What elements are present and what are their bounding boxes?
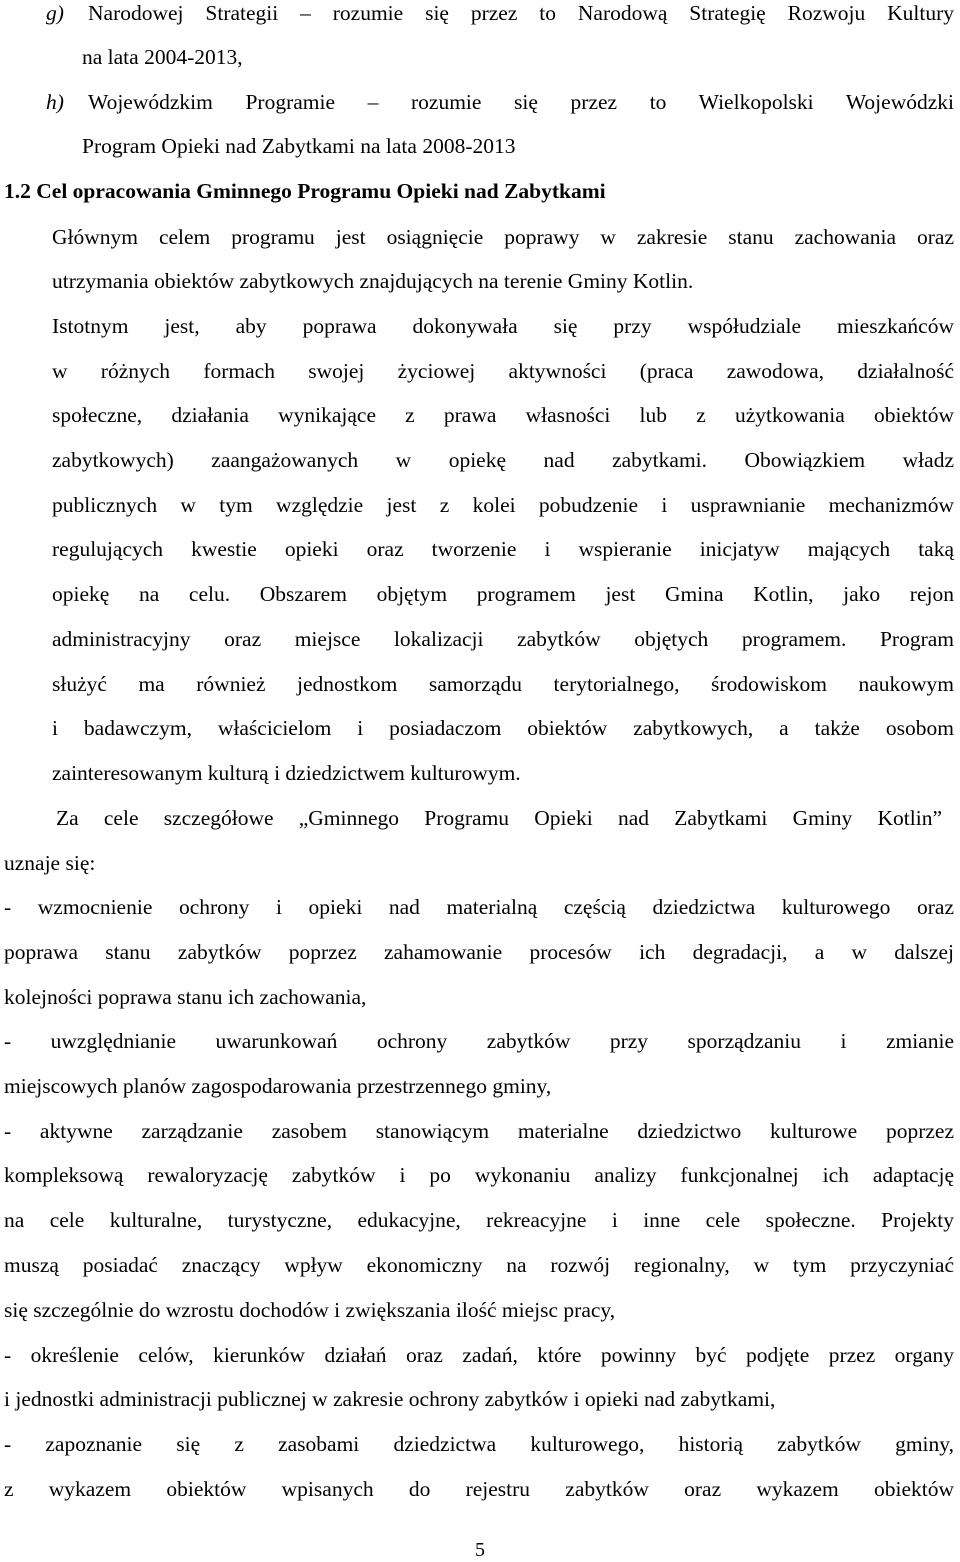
list-marker: h) — [46, 90, 64, 114]
body-text-line: regulujących kwestie opieki oraz tworzenie i wspieranie inicjatyw mających taką — [52, 537, 954, 561]
goal-text-line: poprawa stanu zabytków poprzez zahamowanie procesów ich degradacji, a w dalszej — [4, 940, 954, 964]
body-text-line: i badawczym, właścicielom i posiadaczom obiektów zabytkowych, a także osobom — [52, 716, 954, 740]
body-text-line: Istotnym jest, aby poprawa dokonywała się przy współudziale mieszkańców — [52, 314, 954, 338]
goal-text-line: muszą posiadać znaczący wpływ ekonomiczny na rozwój regionalny, w tym przyczyniać — [4, 1253, 954, 1277]
goal-text-line: kompleksową rewaloryzację zabytków i po wykonaniu analizy funkcjonalnej ich adaptację — [4, 1163, 954, 1187]
goal-text-line: - określenie celów, kierunków działań oraz zadań, które powinny być podjęte przez organy — [4, 1343, 954, 1367]
goals-intro-line: uznaje się: — [4, 851, 96, 875]
goal-text-line: i jednostki administracji publicznej w zakresie ochrony zabytków i opieki nad zabytkami, — [4, 1387, 776, 1411]
body-text-line: zabytkowych) zaangażowanych w opiekę nad zabytkami. Obowiązkiem władz — [52, 448, 954, 472]
section-heading: 1.2 Cel opracowania Gminnego Programu Opieki nad Zabytkami — [4, 179, 606, 203]
body-text-line: publicznych w tym względzie jest z kolei pobudzenie i usprawnianie mechanizmów — [52, 493, 954, 517]
goal-text-line: - zapoznanie się z zasobami dziedzictwa kulturowego, historią zabytków gminy, — [4, 1432, 954, 1456]
definition-text-line: Wojewódzkim Programie – rozumie się przez to Wielkopolski Wojewódzki — [88, 90, 954, 114]
body-text-line: utrzymania obiektów zabytkowych znajdujących na terenie Gminy Kotlin. — [52, 269, 694, 293]
body-text-line: Głównym celem programu jest osiągnięcie poprawy w zakresie stanu zachowania oraz — [52, 225, 954, 249]
body-text-line: społeczne, działania wynikające z prawa własności lub z użytkowania obiektów — [52, 403, 954, 427]
definition-text-line: Narodowej Strategii – rozumie się przez to Narodową Strategię Rozwoju Kultury — [88, 1, 954, 25]
goal-text-line: - aktywne zarządzanie zasobem stanowiącym materialne dziedzictwo kulturowe poprzez — [4, 1119, 954, 1143]
goal-text-line: - uwzględnianie uwarunkowań ochrony zabytków przy sporządzaniu i zmianie — [4, 1029, 954, 1053]
definition-text-line: Program Opieki nad Zabytkami na lata 2008-2013 — [82, 134, 516, 158]
body-text-line: zainteresowanym kulturą i dziedzictwem kulturowym. — [52, 761, 521, 785]
body-text-line: administracyjny oraz miejsce lokalizacji zabytków objętych programem. Program — [52, 627, 954, 651]
body-text-line: w różnych formach swojej życiowej aktywności (praca zawodowa, działalność — [52, 359, 954, 383]
goal-text-line: się szczególnie do wzrostu dochodów i zwiększania ilość miejsc pracy, — [4, 1298, 616, 1322]
goal-text-line: z wykazem obiektów wpisanych do rejestru zabytków oraz wykazem obiektów — [4, 1477, 954, 1501]
definition-text-line: na lata 2004-2013, — [82, 45, 243, 69]
goal-text-line: - wzmocnienie ochrony i opieki nad materialną częścią dziedzictwa kulturowego oraz — [4, 895, 954, 919]
body-text-line: służyć ma również jednostkom samorządu terytorialnego, środowiskom naukowym — [52, 672, 954, 696]
list-marker: g) — [46, 1, 64, 25]
goals-intro-line: Za cele szczegółowe „Gminnego Programu Opieki nad Zabytkami Gminy Kotlin” — [56, 806, 942, 830]
goal-text-line: kolejności poprawa stanu ich zachowania, — [4, 985, 367, 1009]
goal-text-line: miejscowych planów zagospodarowania przestrzennego gminy, — [4, 1074, 552, 1098]
page-number: 5 — [475, 1539, 485, 1561]
body-text-line: opiekę na celu. Obszarem objętym programem jest Gmina Kotlin, jako rejon — [52, 582, 954, 606]
goal-text-line: na cele kulturalne, turystyczne, edukacyjne, rekreacyjne i inne cele społeczne. Projekty — [4, 1208, 954, 1232]
